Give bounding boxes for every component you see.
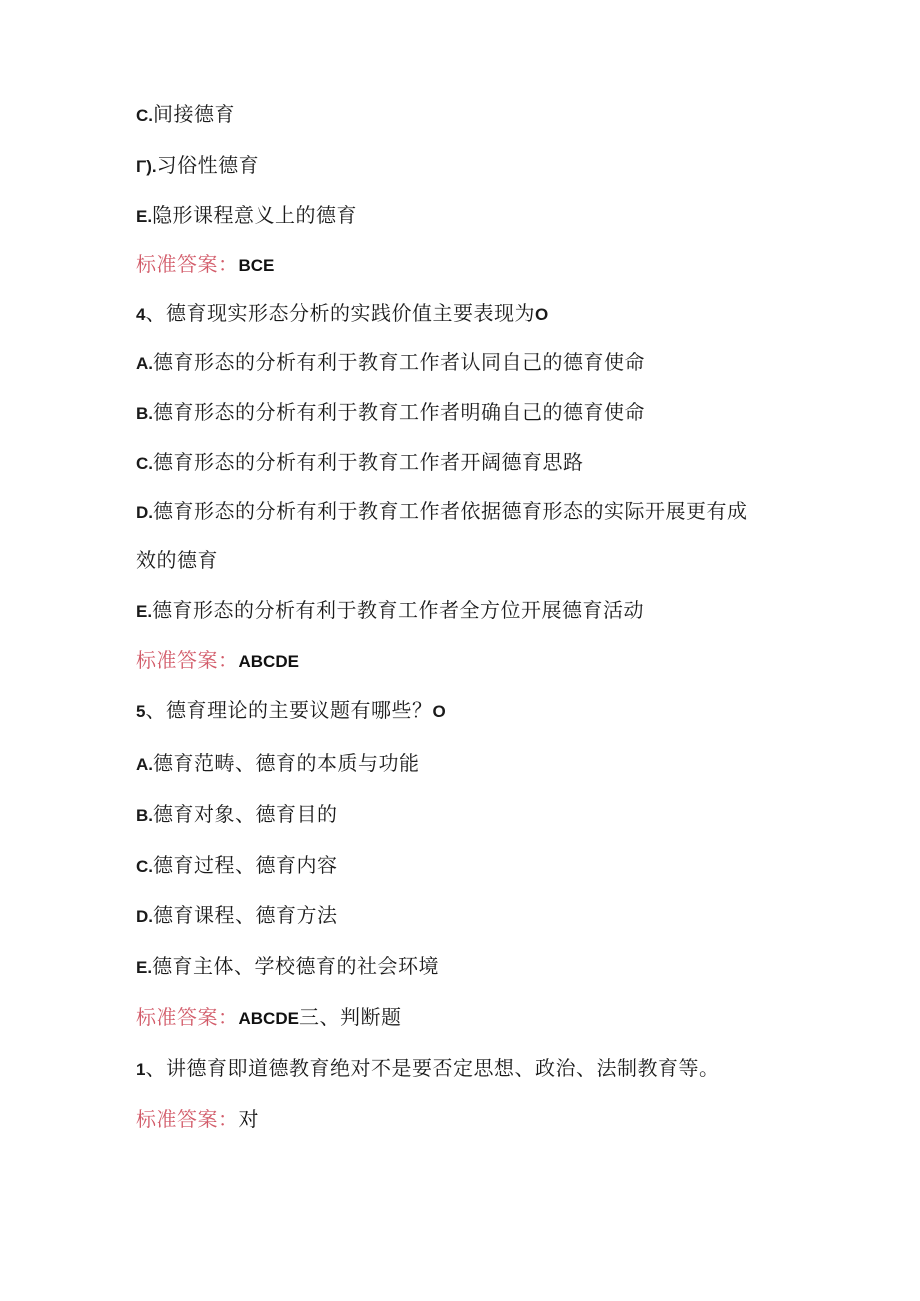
answer-value: ABCDE — [238, 652, 299, 671]
option-text: 习俗性德育 — [156, 153, 260, 177]
q5-option-c — [136, 852, 338, 880]
question-stem: 讲德育即道德教育绝对不是要否定思想、政治、法制教育等。 — [165, 1056, 720, 1080]
option-text: 德育过程、德育内容 — [153, 853, 338, 877]
option-mark: E. — [136, 602, 153, 621]
q5-stem — [136, 697, 446, 725]
option-text: 德育形态的分析有利于教育工作者依据德育形态的实际开展更有成 — [153, 499, 748, 523]
q3-option-e — [136, 202, 357, 230]
q5-option-d — [136, 902, 338, 930]
q4-option-a — [136, 349, 645, 377]
question-blank: O — [534, 305, 549, 324]
question-number: 1 — [136, 1060, 146, 1079]
q4-option-e — [136, 597, 644, 625]
q5-answer — [136, 1004, 401, 1032]
question-blank: O — [432, 702, 446, 721]
question-number: 4 — [136, 305, 146, 324]
tf1-stem — [136, 1055, 719, 1083]
option-mark: C. — [136, 106, 153, 125]
option-mark: B. — [136, 404, 153, 423]
q4-option-d — [136, 498, 748, 526]
option-text: 德育课程、德育方法 — [153, 903, 338, 927]
option-text: 德育对象、德育目的 — [153, 802, 338, 826]
q4-option-c — [136, 449, 584, 477]
option-mark: A. — [136, 354, 153, 373]
option-mark: C. — [136, 857, 153, 876]
option-mark: C. — [136, 454, 153, 473]
option-mark: E. — [136, 958, 153, 977]
tf1-answer — [136, 1106, 259, 1132]
option-text-continuation: 效的德育 — [136, 548, 218, 572]
option-text: 德育形态的分析有利于教育工作者认同自己的德育使命 — [153, 350, 645, 374]
q5-option-a — [136, 750, 420, 778]
question-separator: 、 — [145, 301, 166, 325]
q4-option-d-continuation — [136, 547, 218, 573]
answer-label: 标准答案： — [136, 1107, 239, 1131]
option-text: 德育形态的分析有利于教育工作者明确自己的德育使命 — [153, 400, 645, 424]
option-text: 德育形态的分析有利于教育工作者全方位开展德育活动 — [152, 598, 645, 622]
option-text: 德育形态的分析有利于教育工作者开阔德育思路 — [153, 450, 584, 474]
question-separator: 、 — [145, 1056, 166, 1080]
q3-option-d — [136, 152, 259, 180]
option-text: 隐形课程意义上的德育 — [152, 203, 358, 227]
option-text: 德育主体、学校德育的社会环境 — [152, 954, 440, 978]
section-heading: 三、判断题 — [298, 1005, 402, 1029]
answer-label: 标准答案： — [136, 252, 239, 276]
q4-answer — [136, 647, 299, 675]
q5-option-b — [136, 801, 338, 829]
answer-value: BCE — [238, 256, 275, 275]
option-mark: B. — [136, 806, 153, 825]
answer-value: 对 — [238, 1107, 259, 1131]
answer-value: ABCDE — [238, 1009, 299, 1028]
question-stem: 德育理论的主要议题有哪些？ — [165, 698, 433, 722]
question-separator: 、 — [145, 698, 166, 722]
question-stem: 德育现实形态分析的实践价值主要表现为 — [165, 301, 535, 325]
question-number: 5 — [136, 702, 146, 721]
answer-label: 标准答案： — [136, 648, 239, 672]
q4-stem — [136, 300, 548, 328]
option-mark: D. — [136, 907, 153, 926]
option-mark: Γ). — [136, 157, 157, 176]
option-mark: D. — [136, 503, 153, 522]
answer-label: 标准答案： — [136, 1005, 239, 1029]
option-mark: E. — [136, 207, 153, 226]
option-text: 德育范畴、德育的本质与功能 — [153, 751, 420, 775]
q5-option-e — [136, 953, 439, 981]
option-mark: A. — [136, 755, 153, 774]
q4-option-b — [136, 399, 645, 427]
q3-answer — [136, 251, 274, 279]
q3-option-c — [136, 101, 235, 129]
option-text: 间接德育 — [153, 102, 235, 126]
